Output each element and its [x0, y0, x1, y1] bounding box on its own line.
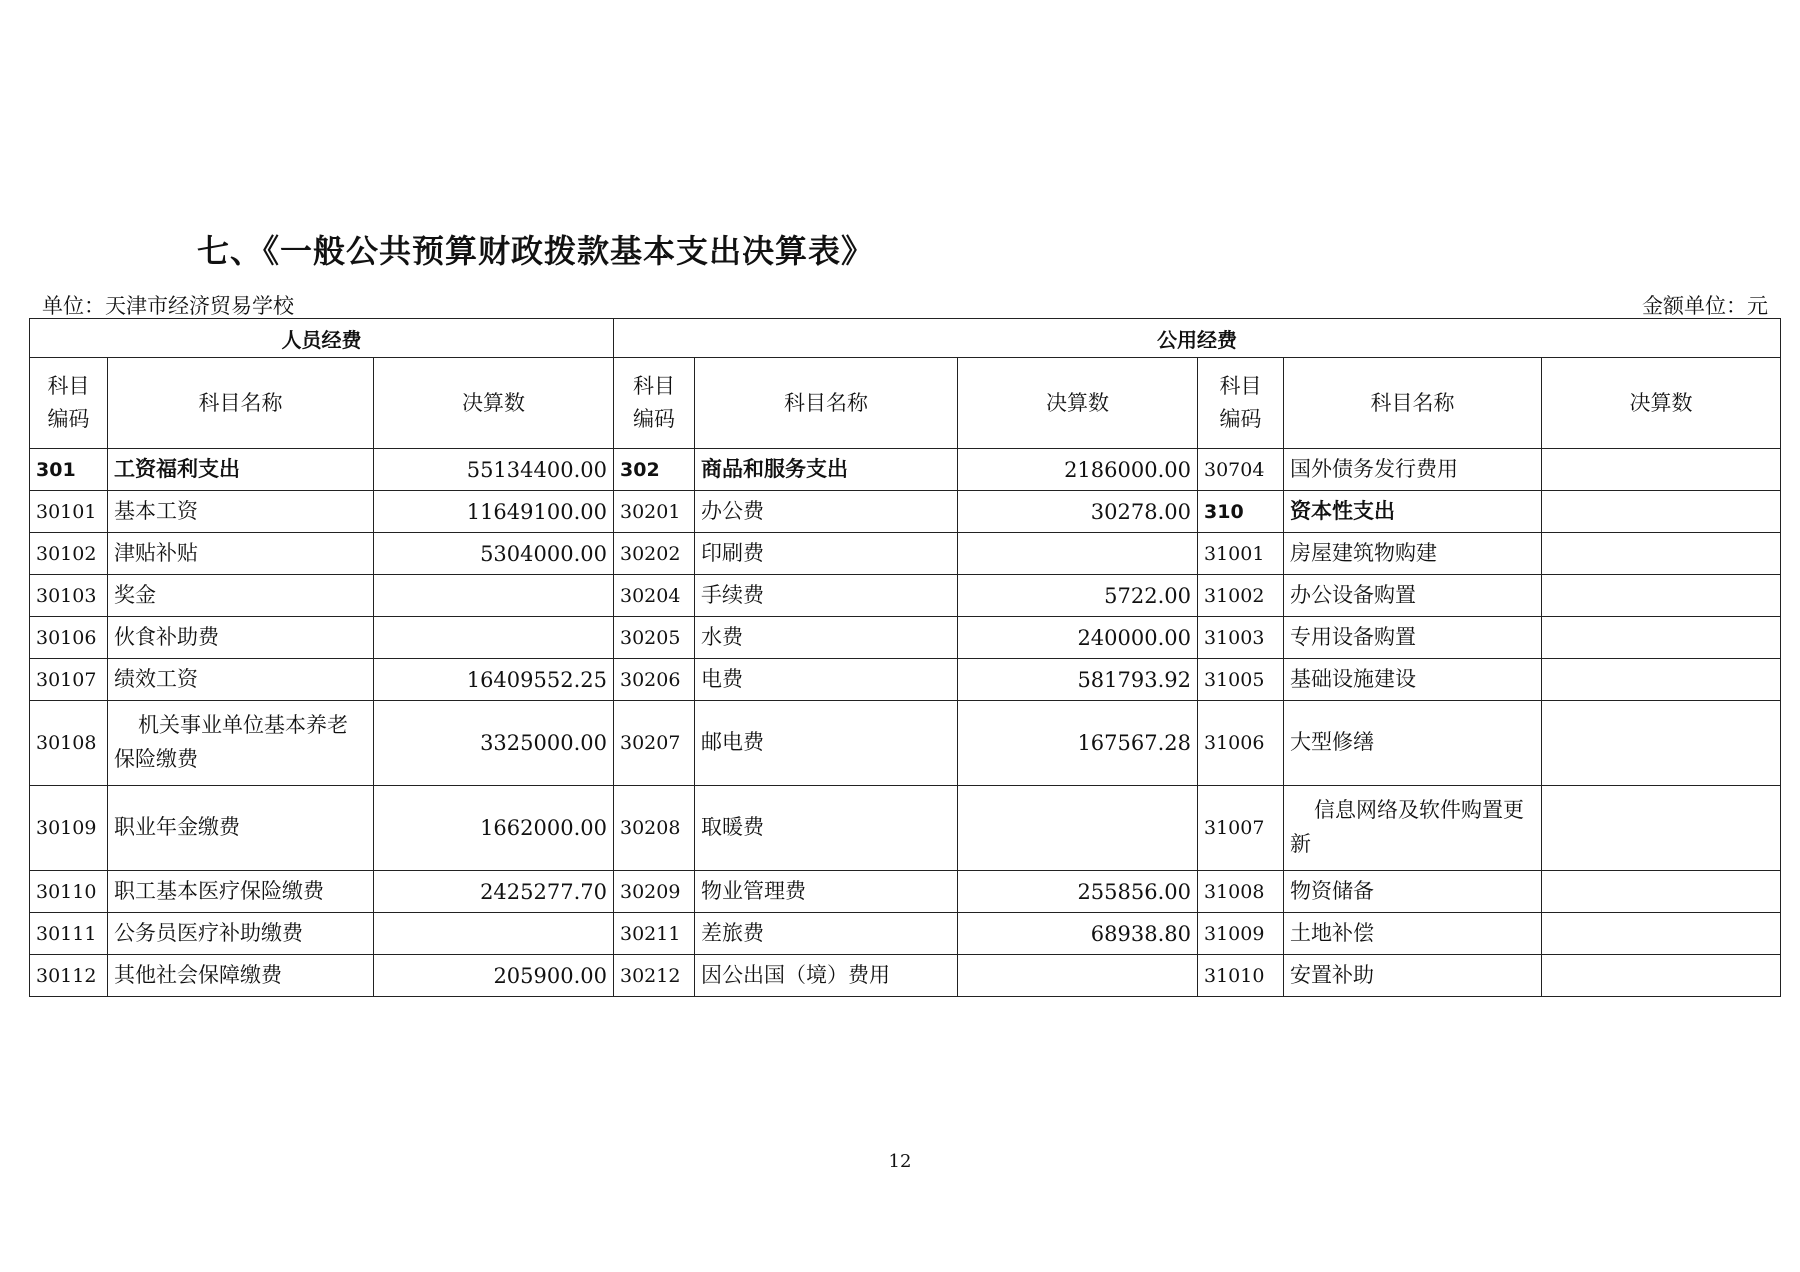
- public-amount: 5722.00: [958, 575, 1198, 617]
- personnel-amount: 2425277.70: [374, 871, 614, 913]
- capital-code: 31005: [1198, 659, 1284, 701]
- capital-code: 31006: [1198, 701, 1284, 786]
- capital-code: 31002: [1198, 575, 1284, 617]
- budget-table-body: [30, 319, 1781, 997]
- personnel-amount: 11649100.00: [374, 491, 614, 533]
- personnel-name: 其他社会保障缴费: [108, 955, 374, 997]
- public-code: 30201: [614, 491, 695, 533]
- personnel-amount: [374, 617, 614, 659]
- personnel-amount: 5304000.00: [374, 533, 614, 575]
- public-amount: 167567.28: [958, 701, 1198, 786]
- public-name: 因公出国（境）费用: [695, 955, 958, 997]
- public-code: 30202: [614, 533, 695, 575]
- public-amount: [958, 955, 1198, 997]
- capital-amount: [1542, 449, 1781, 491]
- amount-header: 决算数: [374, 358, 614, 449]
- personnel-code: 30108: [30, 701, 108, 786]
- public-code: 30212: [614, 955, 695, 997]
- public-amount: 30278.00: [958, 491, 1198, 533]
- personnel-code: 30111: [30, 913, 108, 955]
- public-code: 30206: [614, 659, 695, 701]
- amount-header: 决算数: [958, 358, 1198, 449]
- table-row: [30, 786, 1781, 871]
- capital-name: 办公设备购置: [1284, 575, 1542, 617]
- personnel-name: 工资福利支出: [108, 449, 374, 491]
- personnel-name: 机关事业单位基本养老保险缴费: [108, 701, 374, 786]
- public-name: 手续费: [695, 575, 958, 617]
- capital-amount: [1542, 575, 1781, 617]
- capital-name: 专用设备购置: [1284, 617, 1542, 659]
- public-amount: [958, 786, 1198, 871]
- capital-amount: [1542, 533, 1781, 575]
- personnel-code: 30110: [30, 871, 108, 913]
- column-header-row: [30, 358, 1781, 449]
- capital-name: 国外债务发行费用: [1284, 449, 1542, 491]
- public-amount: 68938.80: [958, 913, 1198, 955]
- public-name: 电费: [695, 659, 958, 701]
- capital-name: 土地补偿: [1284, 913, 1542, 955]
- public-name: 印刷费: [695, 533, 958, 575]
- public-name: 差旅费: [695, 913, 958, 955]
- capital-amount: [1542, 701, 1781, 786]
- capital-code: 310: [1198, 491, 1284, 533]
- personnel-name: 绩效工资: [108, 659, 374, 701]
- capital-code: 31001: [1198, 533, 1284, 575]
- capital-name: 大型修缮: [1284, 701, 1542, 786]
- personnel-amount: [374, 575, 614, 617]
- personnel-name: 奖金: [108, 575, 374, 617]
- personnel-code: 30109: [30, 786, 108, 871]
- table-row: [30, 533, 1781, 575]
- personnel-amount: 3325000.00: [374, 701, 614, 786]
- public-name: 办公费: [695, 491, 958, 533]
- personnel-name: 津贴补贴: [108, 533, 374, 575]
- capital-amount: [1542, 617, 1781, 659]
- personnel-code: 30107: [30, 659, 108, 701]
- public-code: 30204: [614, 575, 695, 617]
- public-amount: 2186000.00: [958, 449, 1198, 491]
- name-header: 科目名称: [695, 358, 958, 449]
- group-public-header: 公用经费: [614, 319, 1781, 358]
- personnel-name: 职工基本医疗保险缴费: [108, 871, 374, 913]
- public-code: 30208: [614, 786, 695, 871]
- personnel-code: 30102: [30, 533, 108, 575]
- personnel-name: 职业年金缴费: [108, 786, 374, 871]
- code-header-text: 科目编码: [1219, 374, 1262, 431]
- capital-code: 31003: [1198, 617, 1284, 659]
- capital-name: 信息网络及软件购置更新: [1284, 786, 1542, 871]
- capital-amount: [1542, 786, 1781, 871]
- code-header: [1198, 358, 1284, 449]
- capital-amount: [1542, 955, 1781, 997]
- code-header-text: 科目编码: [633, 374, 675, 431]
- public-code: 30207: [614, 701, 695, 786]
- public-name: 邮电费: [695, 701, 958, 786]
- personnel-code: 301: [30, 449, 108, 491]
- table-row: [30, 955, 1781, 997]
- personnel-code: 30106: [30, 617, 108, 659]
- code-header-text: 科目编码: [47, 374, 90, 431]
- currency-label: 金额单位：元: [1642, 294, 1768, 318]
- capital-code: 31007: [1198, 786, 1284, 871]
- table-row: [30, 701, 1781, 786]
- budget-table: [29, 318, 1781, 997]
- public-code: 30211: [614, 913, 695, 955]
- personnel-amount: [374, 913, 614, 955]
- capital-name: 基础设施建设: [1284, 659, 1542, 701]
- public-name: 水费: [695, 617, 958, 659]
- personnel-code: 30112: [30, 955, 108, 997]
- table-row: [30, 449, 1781, 491]
- personnel-amount: 1662000.00: [374, 786, 614, 871]
- unit-label: 单位：天津市经济贸易学校: [42, 294, 294, 318]
- capital-name: 房屋建筑物购建: [1284, 533, 1542, 575]
- capital-amount: [1542, 871, 1781, 913]
- group-header-row: [30, 319, 1781, 358]
- name-header: 科目名称: [1284, 358, 1542, 449]
- page-title: 七、《一般公共预算财政拨款基本支出决算表》: [197, 232, 875, 270]
- public-name: 物业管理费: [695, 871, 958, 913]
- public-code: 302: [614, 449, 695, 491]
- group-personnel-header: 人员经费: [30, 319, 614, 358]
- table-row: [30, 575, 1781, 617]
- public-code: 30209: [614, 871, 695, 913]
- personnel-amount: 205900.00: [374, 955, 614, 997]
- table-row: [30, 659, 1781, 701]
- personnel-code: 30103: [30, 575, 108, 617]
- capital-amount: [1542, 913, 1781, 955]
- capital-code: 31009: [1198, 913, 1284, 955]
- capital-code: 31010: [1198, 955, 1284, 997]
- capital-code: 30704: [1198, 449, 1284, 491]
- table-row: [30, 913, 1781, 955]
- capital-name: 资本性支出: [1284, 491, 1542, 533]
- public-code: 30205: [614, 617, 695, 659]
- public-amount: 240000.00: [958, 617, 1198, 659]
- personnel-name: 伙食补助费: [108, 617, 374, 659]
- personnel-code: 30101: [30, 491, 108, 533]
- public-name: 商品和服务支出: [695, 449, 958, 491]
- public-amount: 255856.00: [958, 871, 1198, 913]
- page-number: 12: [888, 1151, 912, 1172]
- table-row: [30, 491, 1781, 533]
- public-name: 取暖费: [695, 786, 958, 871]
- capital-name: 物资储备: [1284, 871, 1542, 913]
- code-header: [614, 358, 695, 449]
- personnel-amount: 16409552.25: [374, 659, 614, 701]
- personnel-name: 基本工资: [108, 491, 374, 533]
- table-row: [30, 871, 1781, 913]
- personnel-amount: 55134400.00: [374, 449, 614, 491]
- name-header: 科目名称: [108, 358, 374, 449]
- capital-code: 31008: [1198, 871, 1284, 913]
- capital-amount: [1542, 491, 1781, 533]
- amount-header: 决算数: [1542, 358, 1781, 449]
- personnel-name: 公务员医疗补助缴费: [108, 913, 374, 955]
- public-amount: 581793.92: [958, 659, 1198, 701]
- code-header: [30, 358, 108, 449]
- table-row: [30, 617, 1781, 659]
- capital-name: 安置补助: [1284, 955, 1542, 997]
- capital-amount: [1542, 659, 1781, 701]
- public-amount: [958, 533, 1198, 575]
